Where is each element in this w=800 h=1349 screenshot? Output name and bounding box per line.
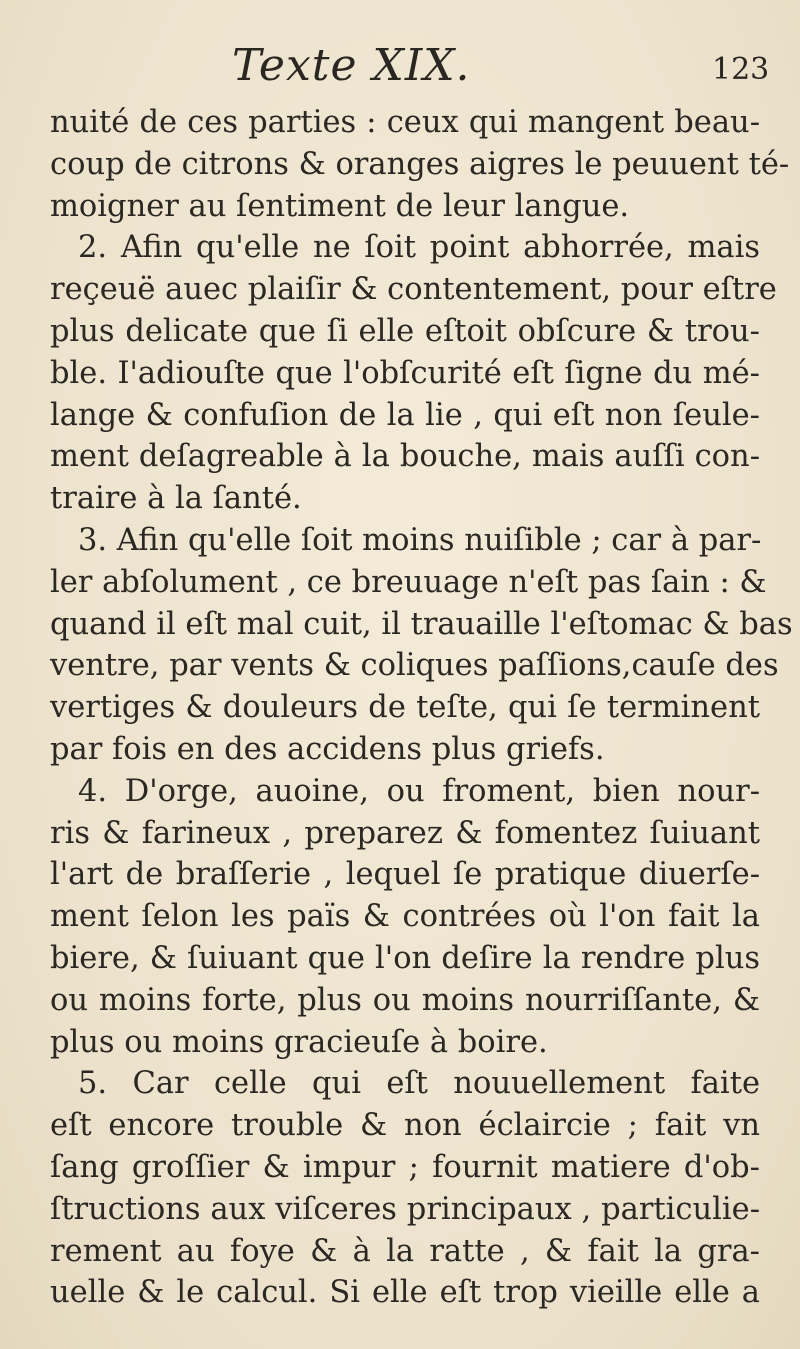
text-line: ventre, par vents & coliques paſſions,cauſe des (50, 648, 779, 684)
text-line: lange & confuſion de la lie , qui eſt non ſeule- (50, 397, 760, 433)
text-line: plus delicate que ſi elle eſtoit obſcure & trou- (50, 313, 760, 349)
text-line: traire à la ſanté. (50, 481, 302, 517)
text-line: biere, & ſuiuant que l'on deſire la rendre plus (50, 940, 760, 976)
text-line: 3. Afin qu'elle ſoit moins nuiſible ; car à par- (78, 522, 762, 558)
text-line: eſt encore trouble & non éclaircie ; fait vn (50, 1108, 760, 1144)
text-line: ris & farineux , preparez & fomentez ſuiuant (50, 815, 760, 851)
text-line: ment ſelon les païs & contrées où l'on fait la (50, 899, 760, 935)
text-line: quand il eſt mal cuit, il trauaille l'eſtomac & bas (50, 606, 793, 642)
text-line: plus ou moins gracieuſe à boire. (50, 1024, 548, 1060)
text-line: coup de citrons & oranges aigres le peuuent té- (50, 146, 790, 182)
text-line: ble. I'adiouſte que l'obſcurité eſt ſigne du mé- (50, 355, 760, 391)
text-line: ou moins forte, plus ou moins nourriſſante, & (50, 982, 760, 1018)
text-line: vertiges & douleurs de teſte, qui ſe terminent (50, 690, 760, 726)
text-line: rement au foye & à la ratte , & fait la gra- (50, 1233, 760, 1269)
page-header (0, 40, 800, 100)
text-line: moigner au ſentiment de leur langue. (50, 188, 630, 224)
text-line: l'art de braſſerie , lequel ſe pratique diuerſe- (50, 857, 760, 893)
text-line: 4. D'orge, auoine, ou froment, bien nour- (78, 773, 760, 809)
text-line: 5. Car celle qui eſt nouuellement faite (78, 1066, 760, 1102)
text-line: 2. Afin qu'elle ne ſoit point abhorrée, mais (78, 230, 760, 266)
page-number: 123 (712, 52, 770, 87)
text-line: nuité de ces parties : ceux qui mangent beau- (50, 105, 760, 140)
body-text (50, 102, 793, 1314)
running-title: Texte XIX. (232, 40, 471, 91)
text-line: par fois en des accidens plus griefs. (50, 731, 605, 767)
text-line: ler abſolument , ce breuuage n'eſt pas ſain : & (50, 564, 767, 600)
text-line: reçeuë auec plaiſir & contentement, pour eſtre (50, 272, 777, 308)
text-line: uelle & le calcul. Si elle eſt trop vieille elle a (50, 1275, 760, 1311)
text-line: ſtructions aux viſceres principaux , particulie- (50, 1191, 760, 1227)
text-line: ſang groſſier & impur ; fournit matiere d'ob- (50, 1149, 760, 1185)
text-line: ment deſagreable à la bouche, mais auſſi con- (50, 439, 760, 475)
